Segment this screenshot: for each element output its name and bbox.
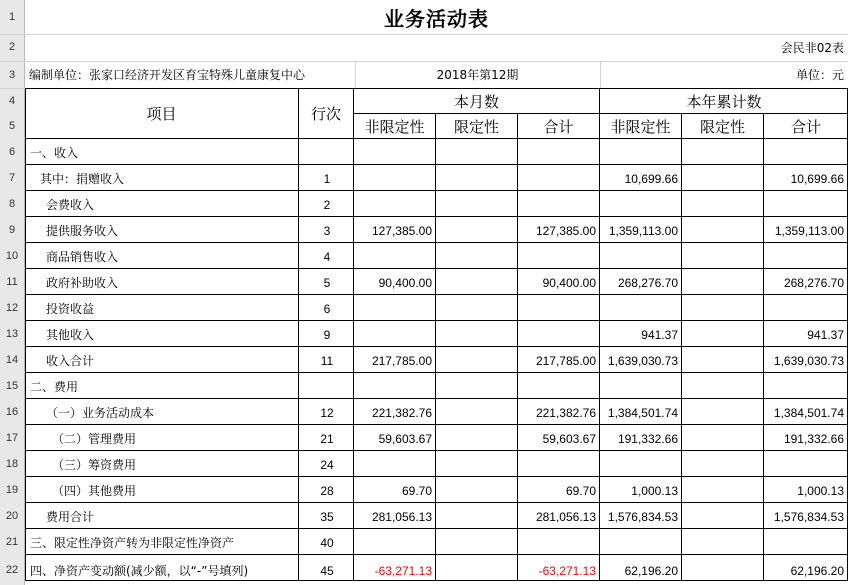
amount-cell[interactable]	[437, 374, 518, 399]
row-number[interactable]: 14	[5, 354, 19, 366]
amount-cell[interactable]: 90,400.00	[378, 275, 432, 290]
header-this-year[interactable]: 本年累计数	[686, 92, 762, 111]
amount-cell[interactable]: 191,332.66	[783, 431, 844, 446]
row-item-label[interactable]: 收入合计	[46, 354, 95, 368]
row-number[interactable]: 20	[5, 510, 19, 522]
row-number[interactable]: 13	[5, 328, 19, 340]
amount-cell[interactable]	[765, 192, 848, 217]
row-line-number[interactable]: 45	[320, 563, 334, 578]
amount-cell[interactable]: 62,196.20	[624, 563, 678, 578]
amount-cell[interactable]	[601, 244, 682, 269]
amount-cell[interactable]	[765, 140, 848, 165]
row-number[interactable]: 8	[8, 198, 16, 210]
table-border	[354, 113, 848, 114]
row-line-number[interactable]: 2	[323, 197, 331, 212]
amount-cell[interactable]	[683, 192, 764, 217]
header-year-unrestricted[interactable]: 非限定性	[610, 117, 671, 136]
table-border	[25, 138, 848, 139]
row-number[interactable]: 17	[5, 432, 19, 444]
gridline	[0, 61, 848, 62]
row-number[interactable]: 9	[8, 224, 16, 236]
amount-cell[interactable]	[355, 452, 436, 477]
amount-cell[interactable]	[355, 296, 436, 321]
row-number[interactable]: 19	[5, 484, 19, 496]
amount-cell[interactable]	[519, 296, 600, 321]
row-number[interactable]: 11	[6, 276, 18, 288]
amount-cell[interactable]	[437, 504, 518, 529]
amount-cell[interactable]: 62,196.20	[790, 563, 844, 578]
amount-cell[interactable]	[519, 530, 600, 555]
row-number[interactable]: 15	[5, 380, 19, 392]
header-item[interactable]: 项目	[146, 105, 177, 123]
amount-cell[interactable]: 1,639,030.73	[607, 353, 678, 368]
amount-cell[interactable]: 69.70	[565, 483, 596, 498]
row-item-label[interactable]: 三、限定性净资产转为非限定性净资产	[30, 536, 235, 550]
amount-cell[interactable]: 1,359,113.00	[608, 223, 678, 238]
row-number[interactable]: 18	[5, 458, 19, 470]
row-line-number[interactable]: 4	[323, 249, 331, 264]
amount-cell[interactable]: 281,056.13	[535, 509, 596, 524]
row-number[interactable]: 7	[8, 172, 16, 184]
gridline	[0, 34, 848, 35]
amount-cell[interactable]	[519, 140, 600, 165]
row-item-label[interactable]: 商品销售收入	[46, 250, 119, 264]
amount-cell[interactable]	[765, 244, 848, 269]
row-line-number[interactable]: 6	[323, 301, 331, 316]
amount-cell[interactable]: 1,576,834.53	[773, 509, 844, 524]
amount-cell[interactable]: 69.70	[401, 483, 432, 498]
row-line-number[interactable]: 3	[323, 223, 331, 238]
amount-cell[interactable]	[765, 530, 848, 555]
amount-cell[interactable]: 1,359,113.00	[774, 223, 844, 238]
row-number[interactable]: 10	[5, 250, 19, 262]
amount-cell[interactable]: 217,785.00	[371, 353, 432, 368]
amount-cell[interactable]	[437, 322, 518, 347]
row-item-label[interactable]: 四、净资产变动额(减少额，以“-”号填列)	[30, 564, 249, 578]
row-item-label[interactable]: 二、费用	[30, 380, 79, 394]
row-item-label[interactable]: （一）业务活动成本	[46, 406, 155, 420]
header-this-month[interactable]: 本月数	[453, 92, 499, 111]
amount-cell[interactable]	[683, 166, 764, 191]
table-border	[25, 88, 848, 89]
row-line-number[interactable]: 40	[320, 535, 334, 550]
amount-cell[interactable]	[683, 530, 764, 555]
row-line-number[interactable]: 5	[323, 275, 331, 290]
amount-cell[interactable]	[355, 192, 436, 217]
row-line-number[interactable]: 12	[320, 405, 334, 420]
row-number[interactable]: 1	[8, 11, 16, 23]
row-item-label[interactable]: 费用合计	[46, 510, 95, 524]
amount-cell[interactable]: 221,382.76	[535, 405, 596, 420]
amount-cell[interactable]: -63,271.13	[374, 563, 432, 578]
amount-cell[interactable]	[601, 192, 682, 217]
header-line-no[interactable]: 行次	[310, 105, 341, 123]
currency-unit[interactable]: 单位：元	[795, 68, 844, 82]
amount-cell[interactable]	[355, 322, 436, 347]
amount-cell[interactable]	[683, 270, 764, 295]
amount-cell[interactable]: 1,000.13	[797, 483, 844, 498]
row-item-label[interactable]: 政府补助收入	[46, 276, 119, 290]
amount-cell[interactable]	[437, 426, 518, 451]
amount-cell[interactable]	[601, 374, 682, 399]
row-item-label[interactable]: 会费收入	[46, 198, 95, 212]
amount-cell[interactable]	[437, 556, 518, 585]
amount-cell[interactable]	[601, 296, 682, 321]
amount-cell[interactable]	[519, 452, 600, 477]
amount-cell[interactable]	[765, 452, 848, 477]
amount-cell[interactable]: 59,603.67	[542, 431, 596, 446]
amount-cell[interactable]	[683, 478, 764, 503]
amount-cell[interactable]: 217,785.00	[535, 353, 596, 368]
amount-cell[interactable]	[683, 296, 764, 321]
amount-cell[interactable]	[683, 218, 764, 243]
amount-cell[interactable]	[683, 426, 764, 451]
amount-cell[interactable]	[437, 530, 518, 555]
amount-cell[interactable]	[437, 270, 518, 295]
amount-cell[interactable]: 268,276.70	[617, 275, 678, 290]
row-item-label[interactable]: （三）筹资费用	[52, 458, 137, 472]
amount-cell[interactable]	[683, 348, 764, 373]
form-code[interactable]: 会民非02表	[780, 41, 844, 55]
row-number[interactable]: 12	[5, 302, 19, 314]
row-number[interactable]: 4	[8, 95, 16, 107]
sheet-title[interactable]: 业务活动表	[384, 6, 489, 31]
amount-cell[interactable]: 1,384,501.74	[773, 405, 844, 420]
amount-cell[interactable]: 941.37	[807, 327, 844, 342]
row-line-number[interactable]: 28	[320, 483, 334, 498]
amount-cell[interactable]	[437, 218, 518, 243]
header-month-total[interactable]: 合计	[543, 117, 574, 136]
row-item-label[interactable]: 提供服务收入	[46, 224, 119, 238]
amount-cell[interactable]: -63,271.13	[538, 563, 596, 578]
amount-cell[interactable]	[601, 452, 682, 477]
amount-cell[interactable]: 127,385.00	[535, 223, 596, 238]
amount-cell[interactable]: 90,400.00	[542, 275, 596, 290]
row-item-label[interactable]: 其他收入	[46, 328, 95, 342]
amount-cell[interactable]	[355, 374, 436, 399]
amount-cell[interactable]	[601, 140, 682, 165]
amount-cell[interactable]	[683, 374, 764, 399]
amount-cell[interactable]	[683, 400, 764, 425]
amount-cell[interactable]	[519, 244, 600, 269]
amount-cell[interactable]: 941.37	[641, 327, 678, 342]
row-item-label[interactable]: 投资收益	[46, 302, 95, 316]
amount-cell[interactable]	[437, 192, 518, 217]
row-item-label[interactable]: （四）其他费用	[52, 484, 137, 498]
amount-cell[interactable]	[355, 244, 436, 269]
header-month-restricted[interactable]: 限定性	[453, 117, 499, 136]
reporting-period[interactable]: 2018年第12期	[436, 68, 519, 82]
amount-cell[interactable]	[683, 140, 764, 165]
amount-cell[interactable]	[437, 400, 518, 425]
amount-cell[interactable]: 10,699.66	[790, 171, 844, 186]
row-number[interactable]: 2	[8, 41, 16, 53]
amount-cell[interactable]	[683, 452, 764, 477]
amount-cell[interactable]	[683, 244, 764, 269]
gridline	[355, 61, 356, 88]
gridline	[600, 61, 601, 88]
row-item-label[interactable]: 一、收入	[30, 146, 79, 160]
row-number[interactable]: 3	[8, 69, 16, 81]
amount-cell[interactable]	[519, 374, 600, 399]
amount-cell[interactable]	[683, 556, 764, 585]
amount-cell[interactable]	[683, 322, 764, 347]
header-year-restricted[interactable]: 限定性	[699, 117, 745, 136]
amount-cell[interactable]: 281,056.13	[371, 509, 432, 524]
row-line-number[interactable]: 1	[323, 171, 331, 186]
amount-cell[interactable]	[437, 296, 518, 321]
amount-cell[interactable]	[355, 530, 436, 555]
amount-cell[interactable]: 221,382.76	[371, 405, 432, 420]
header-month-unrestricted[interactable]: 非限定性	[364, 117, 425, 136]
row-number[interactable]: 16	[5, 406, 19, 418]
amount-cell[interactable]: 191,332.66	[617, 431, 678, 446]
amount-cell[interactable]	[519, 192, 600, 217]
amount-cell[interactable]	[437, 166, 518, 191]
row-number[interactable]: 6	[8, 146, 16, 158]
amount-cell[interactable]	[355, 166, 436, 191]
row-line-number[interactable]: 35	[320, 509, 334, 524]
amount-cell[interactable]: 1,639,030.73	[773, 353, 844, 368]
reporting-unit[interactable]: 编制单位：张家口经济开发区育宝特殊儿童康复中心	[29, 68, 306, 82]
amount-cell[interactable]	[765, 296, 848, 321]
amount-cell[interactable]	[437, 452, 518, 477]
row-line-number[interactable]: 11	[320, 353, 334, 368]
amount-cell[interactable]	[437, 140, 518, 165]
amount-cell[interactable]	[765, 374, 848, 399]
amount-cell[interactable]	[519, 322, 600, 347]
amount-cell[interactable]: 1,576,834.53	[607, 509, 678, 524]
amount-cell[interactable]	[601, 530, 682, 555]
amount-cell[interactable]: 59,603.67	[378, 431, 432, 446]
amount-cell[interactable]	[437, 244, 518, 269]
row-line-number[interactable]	[300, 374, 354, 399]
row-number[interactable]: 22	[5, 564, 19, 576]
header-year-total[interactable]: 合计	[790, 117, 821, 136]
amount-cell[interactable]: 1,000.13	[631, 483, 678, 498]
row-item-label[interactable]: （二）管理费用	[52, 432, 137, 446]
amount-cell[interactable]	[519, 166, 600, 191]
amount-cell[interactable]	[683, 504, 764, 529]
row-line-number[interactable]: 24	[320, 457, 334, 472]
amount-cell[interactable]: 10,699.66	[624, 171, 678, 186]
amount-cell[interactable]: 268,276.70	[783, 275, 844, 290]
row-item-label[interactable]: 其中：捐赠收入	[40, 172, 125, 186]
amount-cell[interactable]	[355, 140, 436, 165]
row-line-number[interactable]: 21	[320, 431, 334, 446]
row-line-number[interactable]	[300, 140, 354, 165]
row-number[interactable]: 5	[8, 120, 16, 132]
row-number[interactable]: 21	[5, 536, 19, 548]
amount-cell[interactable]	[437, 478, 518, 503]
amount-cell[interactable]	[437, 348, 518, 373]
amount-cell[interactable]: 1,384,501.74	[607, 405, 678, 420]
amount-cell[interactable]: 127,385.00	[371, 223, 432, 238]
row-line-number[interactable]: 9	[323, 327, 331, 342]
